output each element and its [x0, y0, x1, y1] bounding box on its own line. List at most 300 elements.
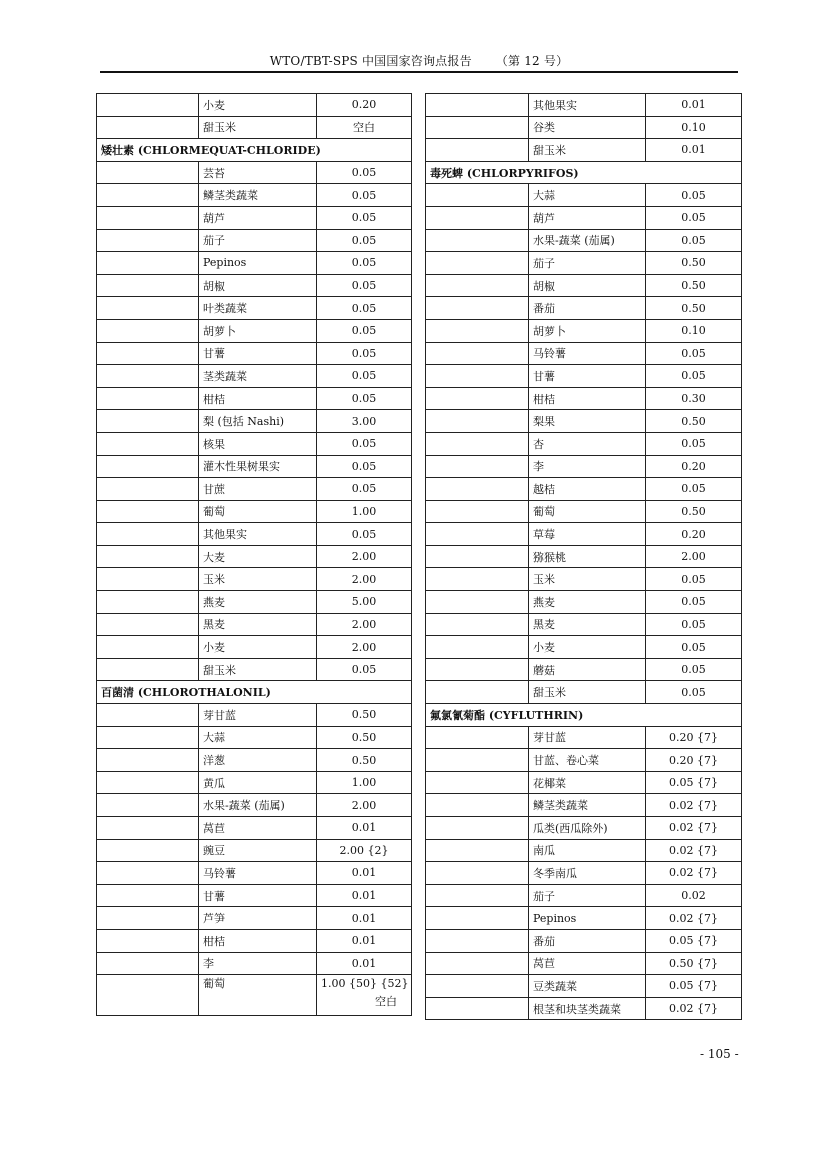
blank-cell — [97, 387, 199, 410]
pesticide-heading-row — [97, 681, 412, 704]
product-cell: 燕麦 — [199, 591, 317, 614]
mrl-cell: 0.05 — [646, 478, 742, 501]
blank-cell — [426, 862, 529, 885]
blank-cell — [426, 794, 529, 817]
table-row — [97, 613, 412, 636]
blank-cell — [97, 839, 199, 862]
blank-cell — [97, 274, 199, 297]
table-row — [426, 817, 742, 840]
blank-cell — [97, 365, 199, 388]
blank-cell — [97, 794, 199, 817]
mrl-cell: 0.05 — [317, 523, 412, 546]
mrl-cell: 0.02 — [646, 884, 742, 907]
mrl-cell: 0.50 — [646, 297, 742, 320]
product-cell: 莴苣 — [529, 952, 646, 975]
blank-cell — [426, 94, 529, 117]
table-row — [97, 319, 412, 342]
product-cell: 甜玉米 — [199, 658, 317, 681]
product-cell: 番茄 — [529, 929, 646, 952]
blank-cell — [426, 613, 529, 636]
product-cell: 柑桔 — [529, 387, 646, 410]
product-cell: 大蒜 — [529, 184, 646, 207]
blank-cell — [97, 116, 199, 139]
blank-cell — [97, 726, 199, 749]
mrl-cell: 0.01 — [646, 139, 742, 162]
product-cell: 瓜类(西瓜除外) — [529, 817, 646, 840]
table-row — [426, 591, 742, 614]
mrl-cell: 0.05 — [317, 365, 412, 388]
mrl-cell: 0.02 {7} — [646, 907, 742, 930]
residue-table-right-body — [426, 94, 742, 1020]
mrl-cell: 0.05 — [646, 342, 742, 365]
mrl-cell: 0.50 — [646, 410, 742, 433]
blank-cell — [426, 274, 529, 297]
table-row — [97, 862, 412, 885]
table-row — [426, 387, 742, 410]
table-row — [426, 229, 742, 252]
product-cell: 冬季南瓜 — [529, 862, 646, 885]
product-cell: 马铃薯 — [199, 862, 317, 885]
product-cell: 小麦 — [199, 636, 317, 659]
blank-cell — [97, 455, 199, 478]
table-row — [97, 817, 412, 840]
blank-cell — [97, 184, 199, 207]
blank-cell — [97, 206, 199, 229]
mrl-cell: 0.05 — [646, 658, 742, 681]
mrl-cell: 0.05 — [317, 319, 412, 342]
blank-cell — [426, 726, 529, 749]
product-cell: 茄子 — [529, 884, 646, 907]
product-cell: 小麦 — [199, 94, 317, 117]
table-row — [97, 591, 412, 614]
product-cell: 胡萝卜 — [199, 319, 317, 342]
product-cell: 玉米 — [529, 568, 646, 591]
mrl-cell: 空白 — [317, 116, 412, 139]
table-row — [97, 252, 412, 275]
table-row — [97, 568, 412, 591]
blank-cell — [426, 139, 529, 162]
table-row — [97, 206, 412, 229]
mrl-cell: 0.05 — [646, 681, 742, 704]
residue-table-left — [96, 93, 412, 1016]
product-cell: 甜玉米 — [199, 116, 317, 139]
table-row — [426, 952, 742, 975]
mrl-cell: 2.00 — [317, 545, 412, 568]
table-row — [426, 794, 742, 817]
mrl-cell: 0.05 — [646, 206, 742, 229]
mrl-cell: 0.01 — [317, 817, 412, 840]
mrl-cell: 0.05 — [317, 432, 412, 455]
table-row — [426, 545, 742, 568]
mrl-cell: 0.01 — [646, 94, 742, 117]
mrl-cell: 0.10 — [646, 116, 742, 139]
table-row — [97, 94, 412, 117]
blank-cell — [97, 658, 199, 681]
mrl-cell: 0.50 — [317, 749, 412, 772]
mrl-cell: 0.50 — [646, 274, 742, 297]
product-cell: 鳞茎类蔬菜 — [529, 794, 646, 817]
table-row — [97, 952, 412, 975]
blank-cell — [426, 478, 529, 501]
blank-cell — [97, 319, 199, 342]
blank-cell — [97, 545, 199, 568]
page-number: - 105 - — [700, 1047, 739, 1061]
product-cell: 葡萄 — [199, 500, 317, 523]
mrl-cell: 0.50 — [646, 252, 742, 275]
table-row — [426, 907, 742, 930]
blank-cell — [426, 591, 529, 614]
product-cell: 根茎和块茎类蔬菜 — [529, 997, 646, 1020]
pesticide-name: 百菌清 (CHLOROTHALONIL) — [97, 681, 412, 704]
product-cell: 杏 — [529, 432, 646, 455]
table-row — [97, 116, 412, 139]
blank-cell — [97, 297, 199, 320]
blank-cell — [426, 500, 529, 523]
blank-cell — [426, 319, 529, 342]
blank-cell — [426, 342, 529, 365]
blank-cell — [97, 500, 199, 523]
pesticide-heading-row — [426, 704, 742, 727]
mrl-cell: 0.05 — [317, 387, 412, 410]
page-header — [100, 52, 738, 70]
blank-cell — [97, 432, 199, 455]
mrl-cell: 2.00 — [317, 568, 412, 591]
product-cell: 梨 (包括 Nashi) — [199, 410, 317, 433]
mrl-cell: 0.05 — [317, 478, 412, 501]
mrl-cell: 2.00 — [317, 636, 412, 659]
product-cell: 马铃薯 — [529, 342, 646, 365]
table-row — [426, 116, 742, 139]
mrl-cell — [317, 975, 412, 1016]
table-row — [426, 319, 742, 342]
table-row — [426, 206, 742, 229]
table-row — [426, 658, 742, 681]
product-cell: 李 — [199, 952, 317, 975]
mrl-cell: 0.05 {7} — [646, 771, 742, 794]
product-cell: 茄子 — [529, 252, 646, 275]
mrl-cell: 0.01 — [317, 862, 412, 885]
mrl-cell: 0.20 — [646, 455, 742, 478]
mrl-cell: 0.50 — [317, 704, 412, 727]
product-cell: 芽甘蓝 — [199, 704, 317, 727]
mrl-cell: 0.20 {7} — [646, 749, 742, 772]
table-row — [426, 884, 742, 907]
product-cell: 豆类蔬菜 — [529, 975, 646, 998]
product-cell: 燕麦 — [529, 591, 646, 614]
table-row — [426, 297, 742, 320]
mrl-cell: 0.05 {7} — [646, 975, 742, 998]
mrl-cell: 0.05 — [317, 229, 412, 252]
product-cell: 甘蔗 — [199, 478, 317, 501]
mrl-cell: 0.01 — [317, 929, 412, 952]
pesticide-heading-row — [426, 161, 742, 184]
table-row — [426, 252, 742, 275]
table-row — [426, 681, 742, 704]
table-row — [426, 636, 742, 659]
product-cell: 玉米 — [199, 568, 317, 591]
table-row — [97, 975, 412, 1016]
table-row — [426, 365, 742, 388]
mrl-cell: 0.05 {7} — [646, 929, 742, 952]
blank-cell — [426, 884, 529, 907]
blank-cell — [426, 455, 529, 478]
table-row — [97, 749, 412, 772]
product-cell: 蘑菇 — [529, 658, 646, 681]
product-cell: 水果-蔬菜 (茄属) — [529, 229, 646, 252]
pesticide-name: 矮壮素 (CHLORMEQUAT-CHLORIDE) — [97, 139, 412, 162]
residue-table-left-body — [97, 94, 412, 1016]
mrl-cell: 0.05 — [317, 161, 412, 184]
mrl-cell: 2.00 — [317, 794, 412, 817]
product-cell: 甜玉米 — [529, 139, 646, 162]
blank-cell — [426, 545, 529, 568]
blank-cell — [426, 817, 529, 840]
mrl-cell: 2.00 — [646, 545, 742, 568]
product-cell: 梨果 — [529, 410, 646, 433]
product-cell: 黄瓜 — [199, 771, 317, 794]
table-row — [97, 342, 412, 365]
table-row — [97, 884, 412, 907]
issue-number: （第 12 号） — [495, 54, 569, 68]
table-row — [97, 929, 412, 952]
table-row — [97, 387, 412, 410]
mrl-cell: 0.01 — [317, 884, 412, 907]
residue-table-right — [425, 93, 742, 1020]
table-row — [426, 749, 742, 772]
blank-cell — [97, 568, 199, 591]
mrl-cell: 0.05 — [317, 184, 412, 207]
product-cell: 胡萝卜 — [529, 319, 646, 342]
product-cell: 鳞茎类蔬菜 — [199, 184, 317, 207]
product-cell: 花椰菜 — [529, 771, 646, 794]
mrl-cell: 0.05 — [317, 274, 412, 297]
blank-cell — [97, 636, 199, 659]
table-row — [97, 726, 412, 749]
product-cell: 黑麦 — [529, 613, 646, 636]
table-row — [426, 839, 742, 862]
blank-cell — [426, 387, 529, 410]
table-row — [426, 184, 742, 207]
mrl-cell: 0.20 — [317, 94, 412, 117]
table-row — [426, 975, 742, 998]
mrl-cell: 1.00 — [317, 500, 412, 523]
blank-cell — [97, 523, 199, 546]
product-cell: 芽甘蓝 — [529, 726, 646, 749]
table-row — [97, 500, 412, 523]
blank-cell — [426, 297, 529, 320]
blank-cell — [97, 929, 199, 952]
product-cell: 芦笋 — [199, 907, 317, 930]
table-row — [97, 478, 412, 501]
product-cell: 茎类蔬菜 — [199, 365, 317, 388]
blank-cell — [97, 342, 199, 365]
product-cell: 其他果实 — [529, 94, 646, 117]
mrl-cell: 0.30 — [646, 387, 742, 410]
product-cell: 胡椒 — [529, 274, 646, 297]
blank-cell — [97, 884, 199, 907]
table-row — [426, 862, 742, 885]
table-row — [97, 545, 412, 568]
product-cell: 豌豆 — [199, 839, 317, 862]
mrl-cell: 0.05 — [646, 613, 742, 636]
blank-cell — [426, 839, 529, 862]
mrl-cell: 0.05 — [646, 636, 742, 659]
pesticide-name: 毒死蜱 (CHLORPYRIFOS) — [426, 161, 742, 184]
mrl-cell: 0.10 — [646, 319, 742, 342]
table-row — [97, 794, 412, 817]
blank-cell — [426, 229, 529, 252]
mrl-cell: 0.02 {7} — [646, 997, 742, 1020]
mrl-cell: 0.50 {7} — [646, 952, 742, 975]
blank-cell — [426, 636, 529, 659]
product-cell: 草莓 — [529, 523, 646, 546]
mrl-cell: 0.20 — [646, 523, 742, 546]
blank-cell — [426, 749, 529, 772]
table-row — [426, 929, 742, 952]
product-cell: 芸苔 — [199, 161, 317, 184]
product-cell: 葡萄 — [199, 975, 317, 1016]
table-row — [426, 500, 742, 523]
blank-cell — [426, 410, 529, 433]
mrl-cell: 0.02 {7} — [646, 817, 742, 840]
mrl-cell: 0.01 — [317, 952, 412, 975]
product-cell: 水果-蔬菜 (茄属) — [199, 794, 317, 817]
mrl-cell: 0.05 — [317, 455, 412, 478]
product-cell: 柑桔 — [199, 387, 317, 410]
table-row — [97, 839, 412, 862]
mrl-cell: 5.00 — [317, 591, 412, 614]
product-cell: 葫芦 — [529, 206, 646, 229]
table-row — [97, 658, 412, 681]
mrl-cell: 1.00 — [317, 771, 412, 794]
blank-cell — [426, 568, 529, 591]
mrl-cell: 0.05 — [646, 184, 742, 207]
blank-cell — [426, 523, 529, 546]
mrl-value-note: 空白 — [375, 995, 397, 1009]
blank-cell — [97, 862, 199, 885]
product-cell: 甘蓝、卷心菜 — [529, 749, 646, 772]
header-rule — [100, 71, 738, 73]
report-title: WTO/TBT-SPS 中国国家咨询点报告 — [269, 54, 472, 68]
product-cell: 灌木性果树果实 — [199, 455, 317, 478]
mrl-cell: 0.20 {7} — [646, 726, 742, 749]
product-cell: 柑桔 — [199, 929, 317, 952]
product-cell: 胡椒 — [199, 274, 317, 297]
blank-cell — [97, 975, 199, 1016]
mrl-cell: 0.50 — [317, 726, 412, 749]
mrl-cell: 3.00 — [317, 410, 412, 433]
product-cell: 猕猴桃 — [529, 545, 646, 568]
table-row — [97, 704, 412, 727]
table-row — [97, 523, 412, 546]
table-row — [97, 907, 412, 930]
blank-cell — [426, 907, 529, 930]
blank-cell — [426, 206, 529, 229]
mrl-cell: 0.05 — [317, 658, 412, 681]
product-cell: 葫芦 — [199, 206, 317, 229]
product-cell: 洋葱 — [199, 749, 317, 772]
blank-cell — [426, 952, 529, 975]
mrl-cell: 0.05 — [317, 297, 412, 320]
blank-cell — [426, 771, 529, 794]
product-cell: 大麦 — [199, 545, 317, 568]
product-cell: 南瓜 — [529, 839, 646, 862]
table-row — [97, 365, 412, 388]
blank-cell — [97, 907, 199, 930]
blank-cell — [97, 771, 199, 794]
table-row — [97, 455, 412, 478]
mrl-cell: 0.02 {7} — [646, 794, 742, 817]
blank-cell — [426, 116, 529, 139]
product-cell: 大蒜 — [199, 726, 317, 749]
mrl-cell: 0.02 {7} — [646, 839, 742, 862]
table-row — [426, 997, 742, 1020]
blank-cell — [97, 252, 199, 275]
mrl-cell: 0.05 — [646, 568, 742, 591]
product-cell: 甜玉米 — [529, 681, 646, 704]
table-row — [97, 229, 412, 252]
blank-cell — [426, 184, 529, 207]
mrl-cell: 0.05 — [646, 432, 742, 455]
product-cell: 莴苣 — [199, 817, 317, 840]
product-cell: 小麦 — [529, 636, 646, 659]
table-row — [97, 297, 412, 320]
mrl-cell: 0.02 {7} — [646, 862, 742, 885]
blank-cell — [426, 252, 529, 275]
table-row — [426, 342, 742, 365]
product-cell: 黑麦 — [199, 613, 317, 636]
mrl-cell: 0.05 — [317, 206, 412, 229]
blank-cell — [97, 410, 199, 433]
blank-cell — [97, 749, 199, 772]
blank-cell — [97, 704, 199, 727]
product-cell: 甘薯 — [529, 365, 646, 388]
product-cell: 番茄 — [529, 297, 646, 320]
mrl-value: 1.00 {50} {52} — [321, 977, 409, 991]
mrl-cell: 0.50 — [646, 500, 742, 523]
blank-cell — [426, 432, 529, 455]
table-row — [426, 523, 742, 546]
blank-cell — [426, 365, 529, 388]
blank-cell — [426, 975, 529, 998]
table-row — [426, 410, 742, 433]
table-row — [426, 478, 742, 501]
mrl-cell: 2.00 {2} — [317, 839, 412, 862]
mrl-cell: 2.00 — [317, 613, 412, 636]
mrl-cell: 0.05 — [646, 591, 742, 614]
table-row — [426, 726, 742, 749]
pesticide-name: 氟氯氰菊酯 (CYFLUTHRIN) — [426, 704, 742, 727]
table-row — [97, 771, 412, 794]
table-row — [426, 139, 742, 162]
product-cell: 核果 — [199, 432, 317, 455]
pesticide-heading-row — [97, 139, 412, 162]
table-row — [426, 94, 742, 117]
mrl-cell: 0.05 — [317, 252, 412, 275]
mrl-cell: 0.01 — [317, 907, 412, 930]
mrl-cell: 0.05 — [317, 342, 412, 365]
mrl-cell: 0.05 — [646, 229, 742, 252]
blank-cell — [97, 817, 199, 840]
table-row — [426, 613, 742, 636]
blank-cell — [97, 161, 199, 184]
table-row — [426, 274, 742, 297]
table-row — [426, 455, 742, 478]
blank-cell — [426, 997, 529, 1020]
blank-cell — [97, 229, 199, 252]
product-cell: 葡萄 — [529, 500, 646, 523]
mrl-cell: 0.05 — [646, 365, 742, 388]
